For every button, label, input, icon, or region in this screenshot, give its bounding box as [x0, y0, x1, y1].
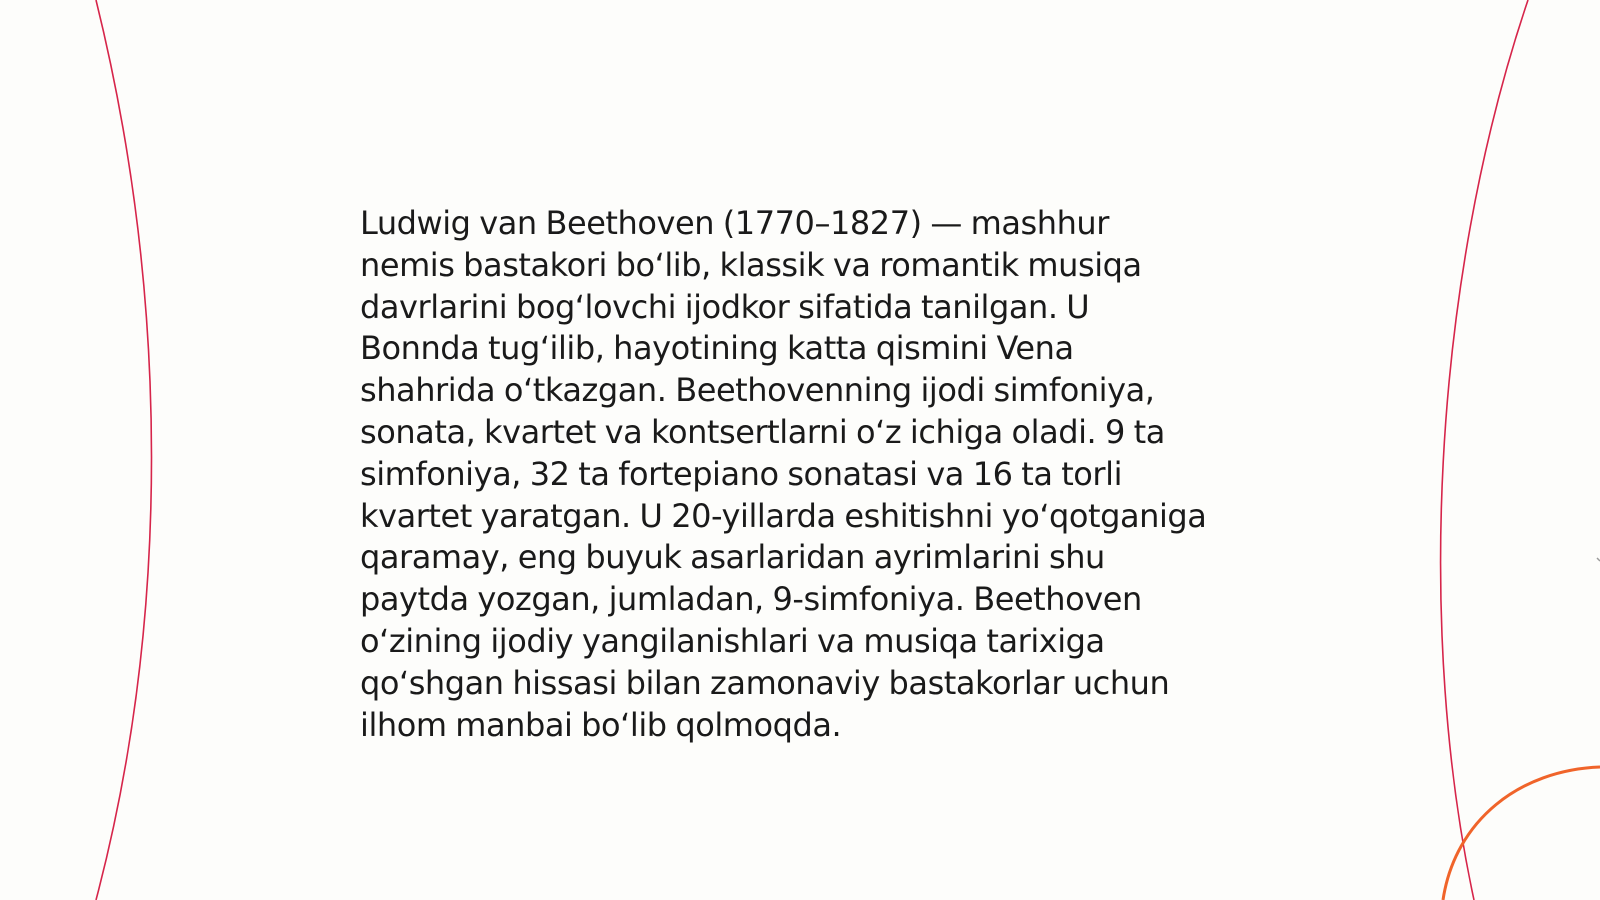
orange-arc [1443, 767, 1600, 900]
paragraph-line: ilhom manbai bo‘lib qolmoqda. [360, 705, 842, 744]
paragraph-line: kvartet yaratgan. U 20-yillarda eshitishni yo‘qotganiga [360, 496, 1207, 535]
paragraph-line: Bonnda tug‘ilib, hayotining katta qismini Vena [360, 329, 1074, 368]
paragraph-line: qo‘shgan hissasi bilan zamonaviy bastakorlar uchun [360, 663, 1170, 702]
paragraph-line: shahrida o‘tkazgan. Beethovenning ijodi simfoniya, [360, 371, 1155, 410]
paragraph-line: paytda yozgan, jumladan, 9-simfoniya. Beethoven [360, 580, 1142, 619]
paragraph-line: nemis bastakori bo‘lib, klassik va romantik musiqa [360, 245, 1142, 284]
paragraph-line: qaramay, eng buyuk asarlaridan ayrimlarini shu [360, 538, 1105, 577]
beethoven-paragraph [360, 203, 1240, 746]
paragraph-line: sonata, kvartet va kontsertlarni o‘z ichiga oladi. 9 ta [360, 412, 1165, 451]
paragraph-line: simfoniya, 32 ta fortepiano sonatasi va 16 ta torli [360, 454, 1123, 493]
paragraph-line: Ludwig van Beethoven (1770–1827) — mashhur [360, 204, 1109, 242]
right-curve-line [1441, 0, 1528, 900]
paragraph-line: o‘zining ijodiy yangilanishlari va musiqa tarixiga [360, 621, 1105, 660]
paragraph-line: davrlarini bog‘lovchi ijodkor sifatida tanilgan. U [360, 287, 1090, 326]
left-curve-line [96, 0, 152, 900]
